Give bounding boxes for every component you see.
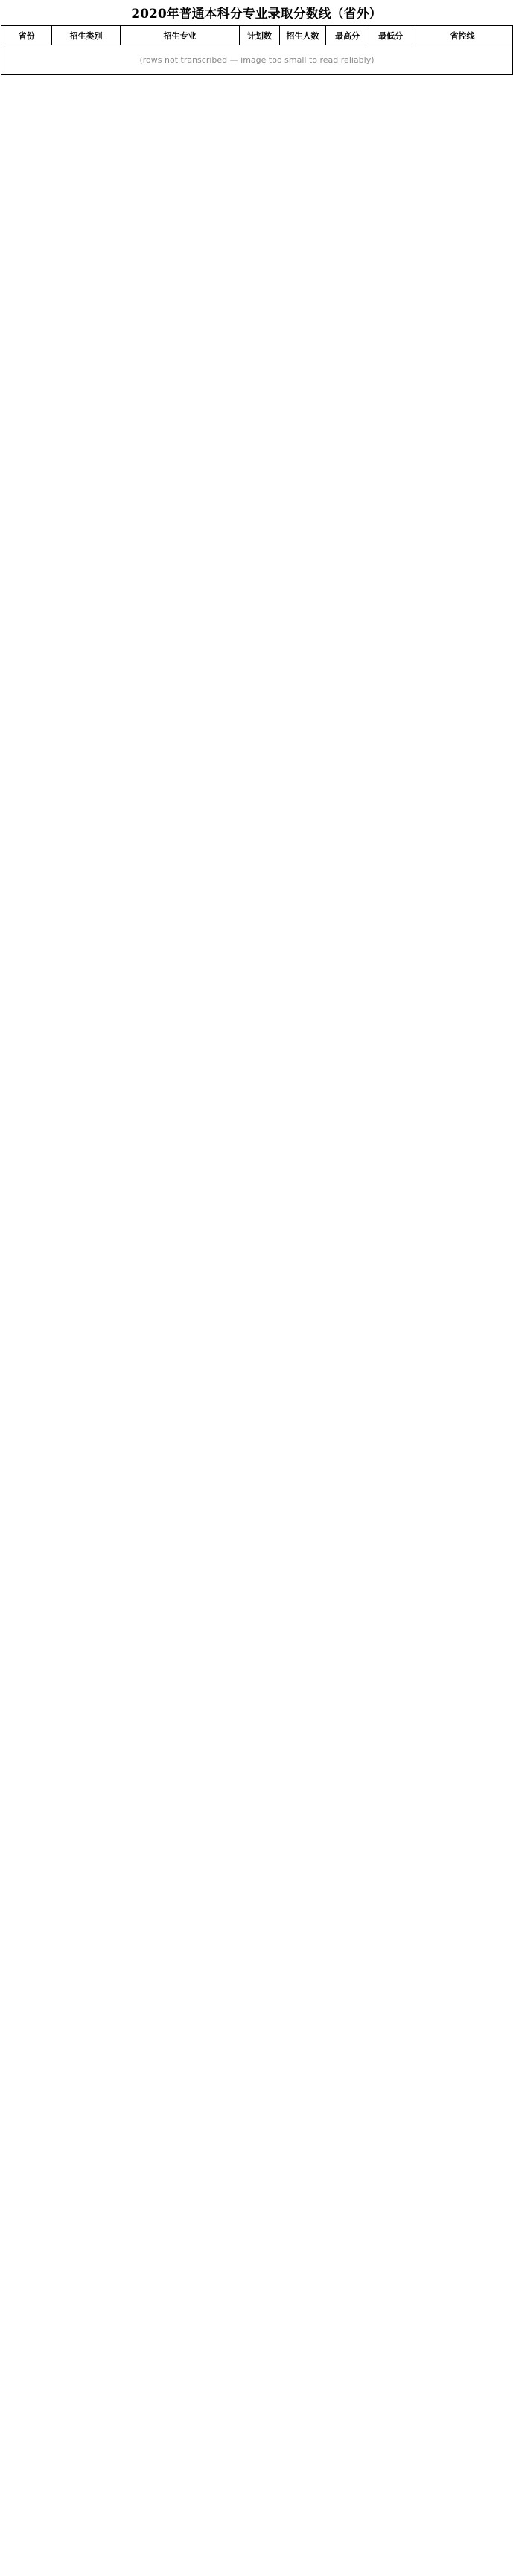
header-max-score: 最高分 — [326, 26, 369, 45]
table-body — [1, 45, 513, 75]
header-major: 招生专业 — [121, 26, 240, 45]
empty-note: (rows not transcribed — image too small to read reliably) — [1, 45, 513, 75]
empty-note-row — [1, 45, 513, 75]
page-title: 2020年普通本科分专业录取分数线（省外） — [131, 7, 382, 22]
table-header-row — [1, 26, 513, 45]
header-min-score: 最低分 — [369, 26, 412, 45]
page — [0, 0, 513, 75]
admission-score-table — [1, 25, 513, 75]
header-enrolled: 招生人数 — [280, 26, 326, 45]
header-category: 招生类别 — [52, 26, 121, 45]
header-planned: 计划数 — [240, 26, 280, 45]
header-province: 省份 — [1, 26, 52, 45]
header-province-line: 省控线 — [412, 26, 513, 45]
